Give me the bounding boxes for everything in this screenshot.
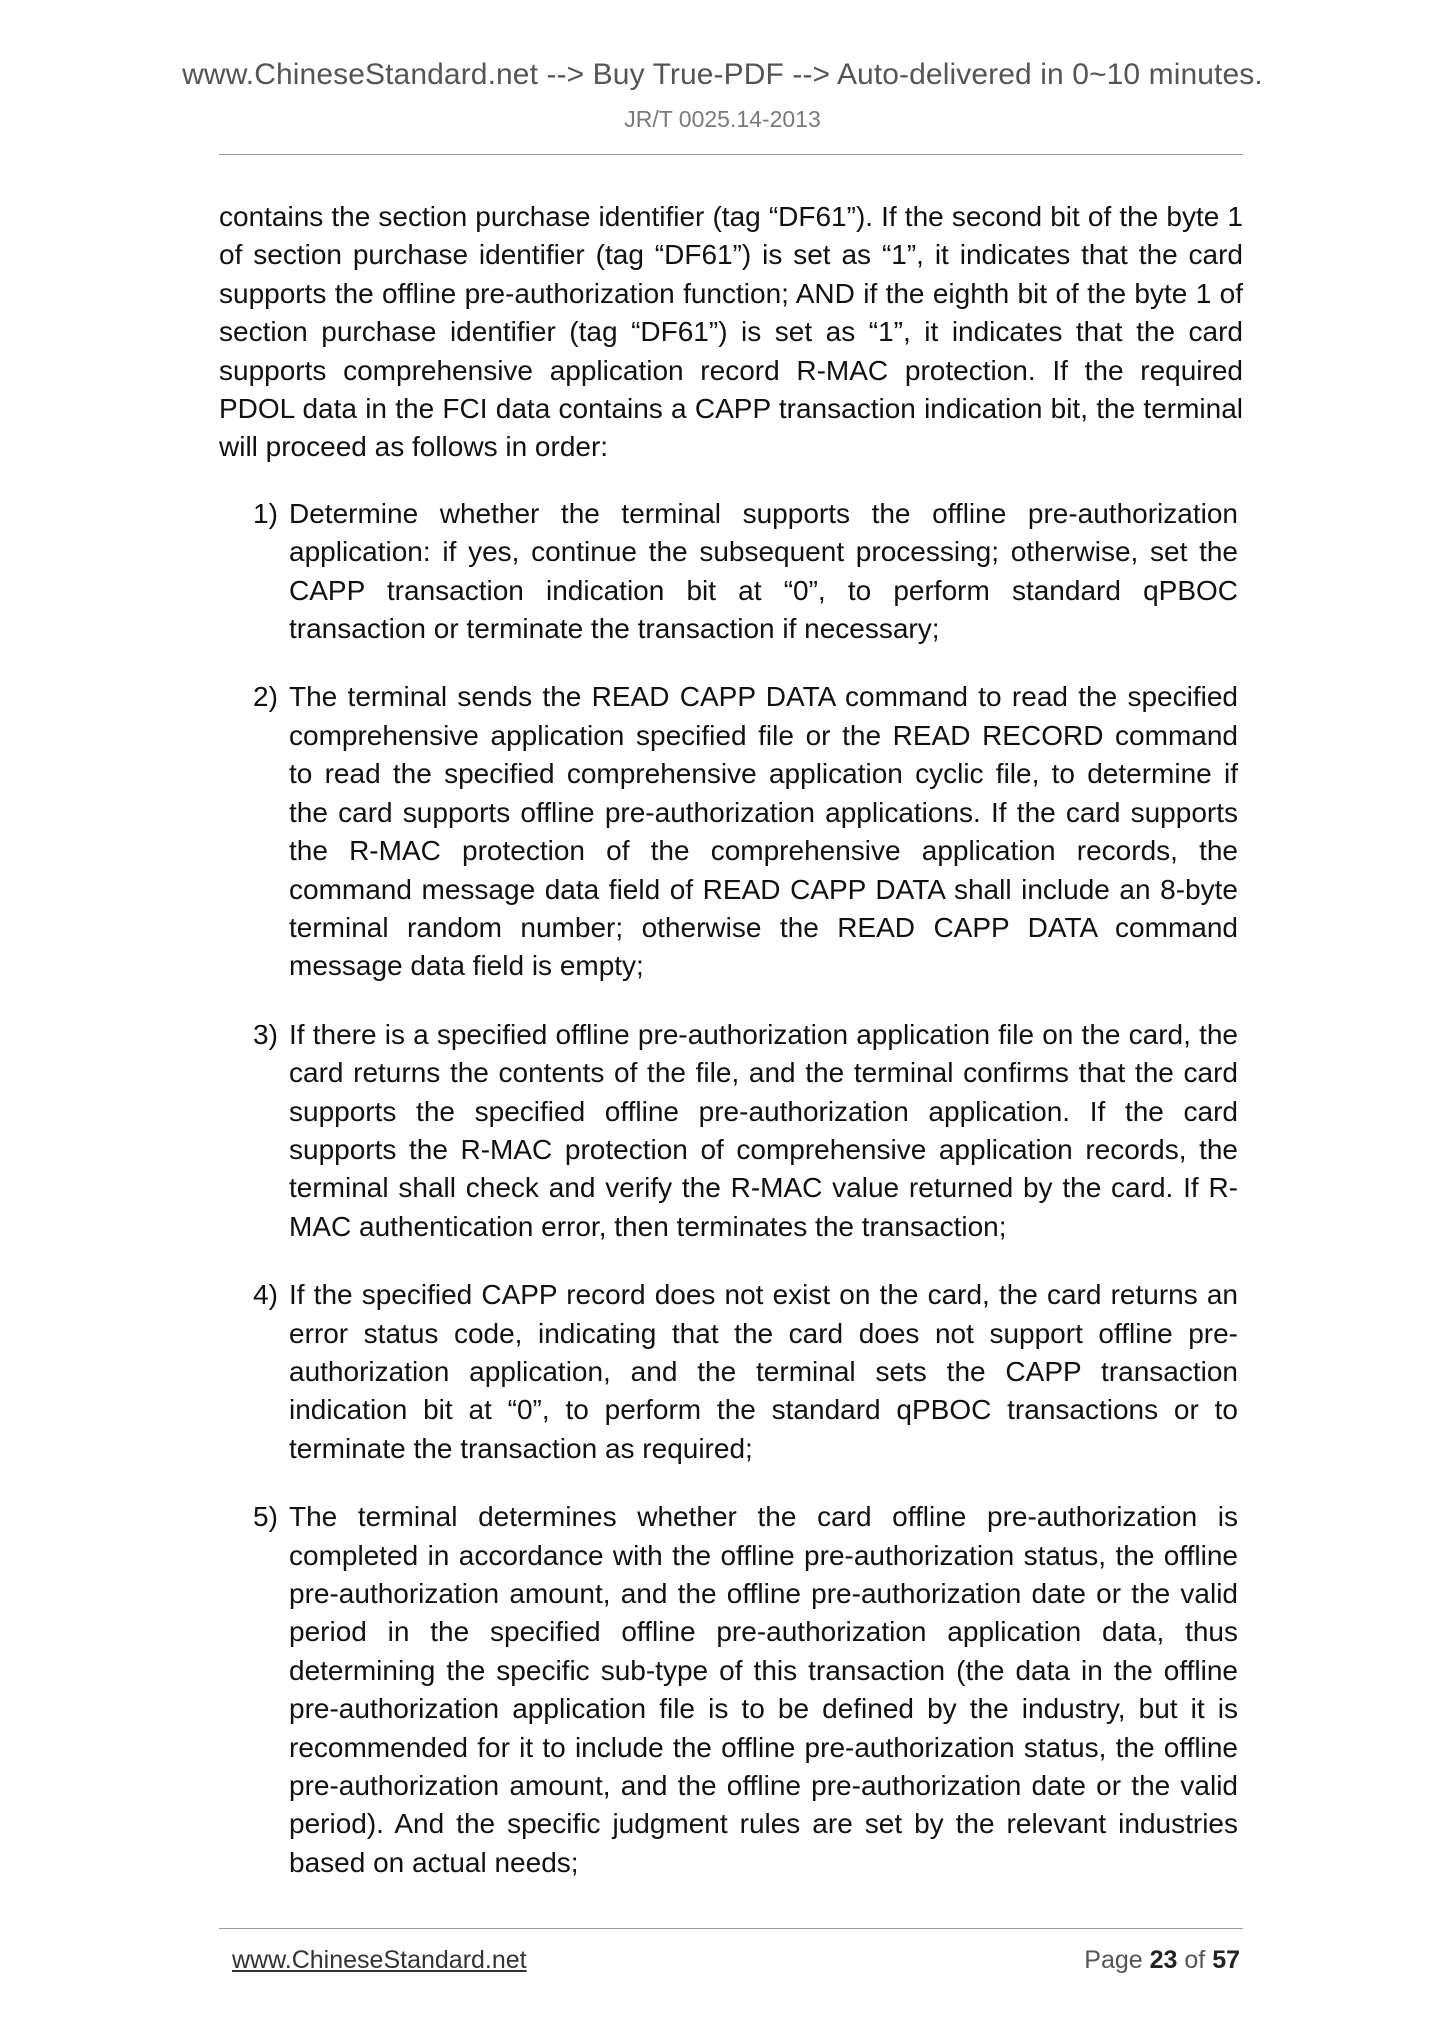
list-item-number: 5) (253, 1501, 278, 1533)
page-current: 23 (1149, 1946, 1178, 1974)
list-item-text: If there is a specified offline pre-authorization application file on the card, the card returns the contents of the file, and the terminal confirms that the card supports the specified offline pre-authorization application. If the card supports the R-MAC protection of comprehensive application records, the terminal shall check and verify the R-MAC value returned by the card. If R-MAC authentication error, then terminates the transaction; (289, 1018, 1238, 1242)
page-prefix: Page (1084, 1946, 1143, 1974)
list-item-text: The terminal determines whether the card offline pre-authorization is completed in accordance with the offline pre-authorization status, the offline pre-authorization amount, and the offline pre-authorization date or the valid period in the specified offline pre-authorization application data, thus determining the specific sub-type of this transaction (the data in the offline pre-authorization application file is to be defined by the industry, but it is recommended for it to include the offline pre-authorization status, the offline pre-authorization amount, and the offline pre-authorization date or the valid period). And the specific judgment rules are set by the relevant industries based on actual needs; (289, 1501, 1238, 1878)
list-item-number: 3) (253, 1018, 278, 1050)
list-item-text: Determine whether the terminal supports the offline pre-authorization application: if yes, continue the subsequent processing; otherwise, set the CAPP transaction indication bit at “0”, to perform standard qPBOC transaction or terminate the transaction if necessary; (289, 497, 1238, 645)
list-item-number: 2) (253, 681, 278, 713)
list-item-number: 4) (253, 1279, 278, 1311)
page-content (219, 198, 1243, 1912)
list-item-text: The terminal sends the READ CAPP DATA command to read the specified comprehensive application specified file or the READ RECORD command to read the specified comprehensive application cyclic file, to determine if the card supports offline pre-authorization applications. If the card supports the R-MAC protection of the comprehensive application records, the command message data field of READ CAPP DATA shall include an 8-byte terminal random number; otherwise the READ CAPP DATA command message data field is empty; (289, 681, 1238, 982)
list-item-text: If the specified CAPP record does not exist on the card, the card returns an error status code, indicating that the card does not support offline pre-authorization application, and the terminal sets the CAPP transaction indication bit at “0”, to perform the standard qPBOC transactions or to terminate the transaction as required; (289, 1279, 1238, 1464)
intro-paragraph: contains the section purchase identifier (tag “DF61”). If the second bit of the byte 1 of section purchase identifier (tag “DF61”) is set as “1”, it indicates that the card supports the offline pre-authorization function; AND if the eighth bit of the byte 1 of section purchase identifier (tag “DF61”) is set as “1”, it indicates that the card supports comprehensive application record R-MAC protection. If the required PDOL data in the FCI data contains a CAPP transaction indication bit, the terminal will proceed as follows in order: (219, 201, 1243, 463)
footer-website-link[interactable]: www.ChineseStandard.net (232, 1946, 527, 1974)
document-id: JR/T 0025.14-2013 (624, 106, 821, 132)
page-total: 57 (1212, 1946, 1240, 1974)
list-item (219, 495, 1238, 649)
list-item (219, 678, 1238, 985)
list-item-number: 1) (253, 497, 278, 529)
page-of: of (1184, 1946, 1206, 1974)
procedure-list (219, 495, 1243, 1882)
header-banner[interactable]: www.ChineseStandard.net --> Buy True-PDF --> Auto-delivered in 0~10 minutes. (182, 58, 1263, 91)
page-number (1084, 1946, 1240, 1975)
list-item (219, 1276, 1238, 1468)
header-divider (219, 154, 1243, 155)
footer-divider (219, 1928, 1243, 1929)
list-item (219, 1016, 1238, 1246)
list-item (219, 1498, 1238, 1882)
